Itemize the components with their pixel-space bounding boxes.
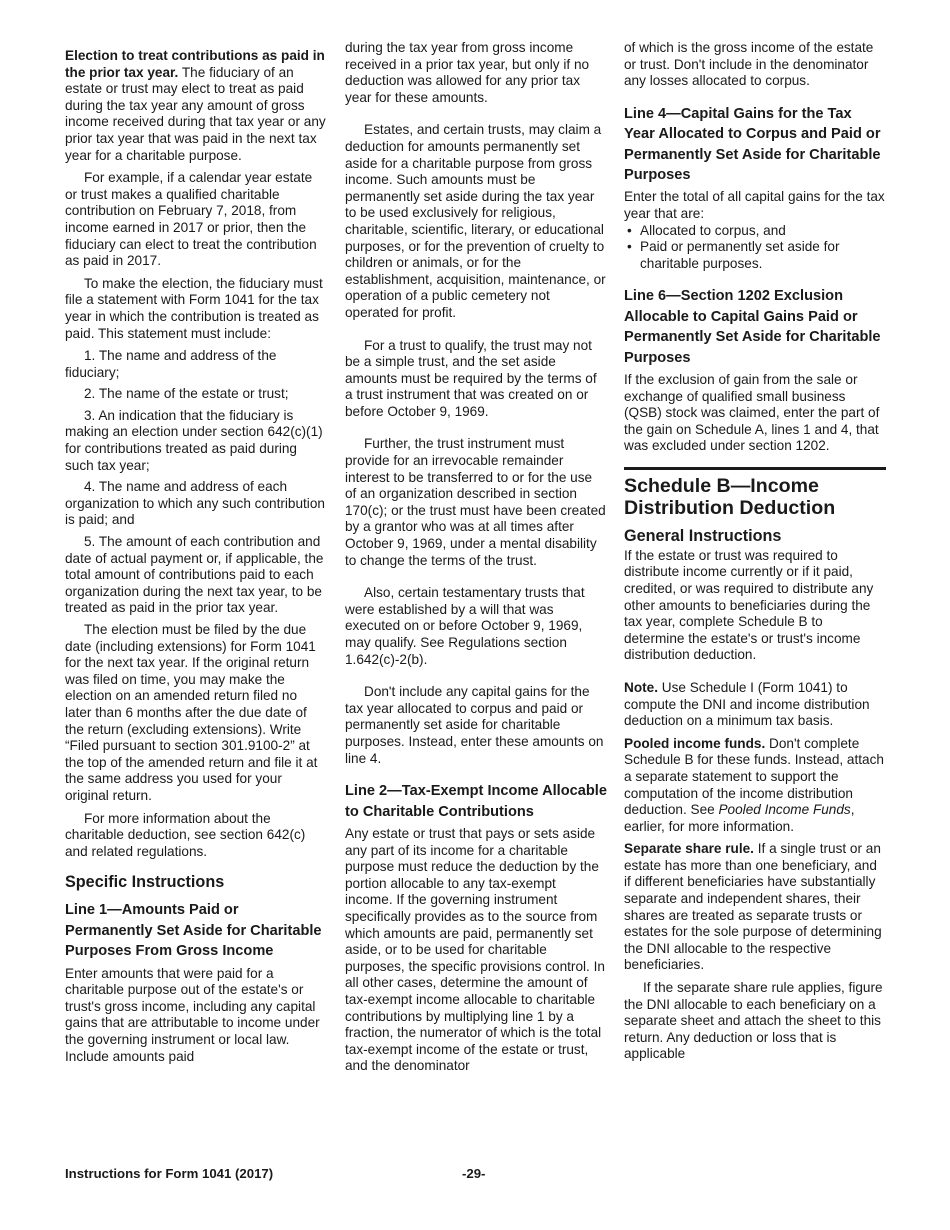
list-item: 3. An indication that the fiduciary is making an election under section 642(c)(1) for contributions treated as paid during such tax year; [65, 407, 323, 473]
separate-applies-paragraph: If the separate share rule applies, figure the DNI allocable to each beneficiary on a separate sheet and attach the sheet to this return. Any deduction or loss that is applicable [624, 980, 883, 1062]
separate-share-paragraph [624, 841, 886, 974]
footer-form-title: Instructions for Form 1041 (2017) [65, 1166, 274, 1181]
further-paragraph: Further, the trust instrument must provide for an irrevocable remainder interest to be transferred to or for the use of an organization described in section 170(c); or the trust must have been created by a grantor who was at all times after October 9, 1969, under a mental disability to change the terms of the trust. [345, 436, 606, 568]
estates-paragraph: Estates, and certain trusts, may claim a deduction for amounts permanently set aside for a charitable purpose from gross income. Such amounts must be permanently set aside during the tax year to be used exclusively for religious, charitable, scientific, literary, or educational purposes, or for the prevention of cruelty to children or animals, or for the establishment, acquisition, maintenance, or operation of a public cemetery not operated for profit. [345, 122, 606, 320]
schedule-b-heading: Schedule B—Income Distribution Deduction [624, 474, 836, 520]
line6-text: If the exclusion of gain from the sale or exchange of qualified small business (QSB) stock was claimed, enter the part of the gain on Schedule A, lines 1 and 4, that was excluded under section 1202. [624, 372, 880, 454]
list-item: 5. The amount of each contribution and date of actual payment or, if applicable, the total amount of contributions paid to each organization during the next tax year, to be treated as paid in the prior tax year. [65, 534, 324, 616]
pooled-funds-paragraph [624, 736, 886, 836]
election-paragraph [65, 48, 327, 164]
column-2 [345, 40, 607, 1081]
page-number: -29- [462, 1166, 486, 1181]
separate-label: Separate share rule. [624, 841, 754, 857]
list-item: 4. The name and address of each organization to which any such contribution is paid; and [65, 479, 325, 528]
line1-heading: Line 1—Amounts Paid or Permanently Set Aside for Charitable Purposes From Gross Income [65, 902, 322, 960]
list-item: • Allocated to corpus, and [624, 223, 886, 240]
election-text: The fiduciary of an estate or trust may elect to treat as paid during the tax year any amount of gross income received during that tax year or any prior tax year that was paid in the next tax year for a charitable purpose. [65, 64, 326, 163]
column-1 [65, 48, 327, 1071]
column-3 [624, 40, 886, 1069]
list-item: • Paid or permanently set aside for charitable purposes. [624, 239, 886, 272]
line2-text: Any estate or trust that pays or sets aside any part of its income for a charitable purpose must reduce the deduction by the portion allocable to any tax-exempt income. If the governing instrument specifically provides as to the source from which amounts are paid, permanently set aside, or to be used for charitable purposes, the specific provisions control. In all other cases, determine the amount of tax-exempt income allocable to charitable contributions by multiplying line 1 by a fraction, the numerator of which is the total tax-exempt income of the estate or trust, and the denominator [345, 825, 605, 1074]
election-heading: Election to treat contributions as paid in the prior tax year. [65, 48, 325, 80]
note-paragraph [624, 680, 886, 730]
list-item: 2. The name of the estate or trust; [84, 386, 289, 402]
pooled-italic: Pooled Income Funds [718, 802, 851, 818]
general-paragraph: If the estate or trust was required to distribute income currently or if it paid, credited, or was required to distribute any other amounts to beneficiaries during the tax year, complete Schedule B to determine the estate's or trust's income distribution deduction. [624, 547, 874, 663]
pooled-text: Don't complete Schedule B for these funds. Instead, attach a separate statement to support the computation of the income distribution deduction. See [624, 735, 884, 818]
example-paragraph: For example, if a calendar year estate or trust makes a qualified charitable contribution on February 7, 2018, from income earned in 2017 or prior, then the fiduciary can elect to treat the contribution as paid in 2017. [65, 170, 317, 269]
pooled-label: Pooled income funds. [624, 735, 766, 751]
make-election-paragraph: To make the election, the fiduciary must file a statement with Form 1041 for the tax year in which the contribution is treated as paid. This statement must include: [65, 275, 323, 341]
specific-instructions-heading: Specific Instructions [65, 873, 225, 892]
continuation-paragraph: of which is the gross income of the estate or trust. Don't include in the denominator any losses allocated to corpus. [624, 40, 874, 89]
list-item: 1. The name and address of the fiduciary; [65, 348, 277, 380]
general-instructions-heading: General Instructions [624, 526, 782, 545]
note-label: Note. [624, 679, 658, 695]
line2-heading: Line 2—Tax-Exempt Income Allocable to Charitable Contributions [345, 783, 607, 820]
line6-heading: Line 6—Section 1202 Exclusion Allocable to Capital Gains Paid or Permanently Set Aside for Charitable Purposes [624, 288, 881, 366]
separate-text: If a single trust or an estate has more than one beneficiary, and if different beneficiaries have substantially separate and independent shares, their shares are treated as separate trusts or estates for the sole purpose of determining the DNI allocable to the respective beneficiaries. [624, 841, 882, 973]
qualify-paragraph: For a trust to qualify, the trust may not be a simple trust, and the set aside amounts must be required by the terms of a trust instrument that was created on or before October 9, 1969. [345, 337, 597, 419]
note-text: Use Schedule I (Form 1041) to compute the DNI and income distribution deduction on a minimum tax basis. [624, 679, 870, 729]
filing-deadline-paragraph: The election must be filed by the due date (including extensions) for Form 1041 for the next tax year. If the original return was filed on time, you may make the election on an amended return filed no later than 6 months after the due date of the return (excluding extensions). Write “Filed pursuant to section 301.9100-2” at the top of the amended return and file it at the same address you used for your original return. [65, 622, 318, 803]
line1-text: Enter amounts that were paid for a charitable purpose out of the estate's or trust's gross income, including any capital gains that are attributable to income under the governing instrument or local law. Include amounts paid [65, 965, 320, 1064]
line4-text: Enter the total of all capital gains for the tax year that are: [624, 189, 885, 221]
line4-heading: Line 4—Capital Gains for the Tax Year Allocated to Corpus and Paid or Permanently Set Aside for Charitable Purposes [624, 105, 881, 183]
section-divider [624, 467, 886, 470]
line4-bullet-list [624, 223, 886, 273]
testamentary-paragraph: Also, certain testamentary trusts that were established by a will that was executed on or before October 9, 1969, may qualify. See Regulations section 1.642(c)-2(b). [345, 585, 585, 667]
continuation-paragraph: during the tax year from gross income received in a prior tax year, but only if no deduction was allowed for any prior tax year for these amounts. [345, 40, 590, 105]
more-info-paragraph: For more information about the charitable deduction, see section 642(c) and related regulations. [65, 810, 306, 859]
pooled-text-end: , earlier, for more information. [624, 802, 855, 834]
capital-gains-paragraph: Don't include any capital gains for the tax year allocated to corpus and paid or permanently set aside for charitable purposes. Instead, enter these amounts on line 4. [345, 684, 604, 766]
